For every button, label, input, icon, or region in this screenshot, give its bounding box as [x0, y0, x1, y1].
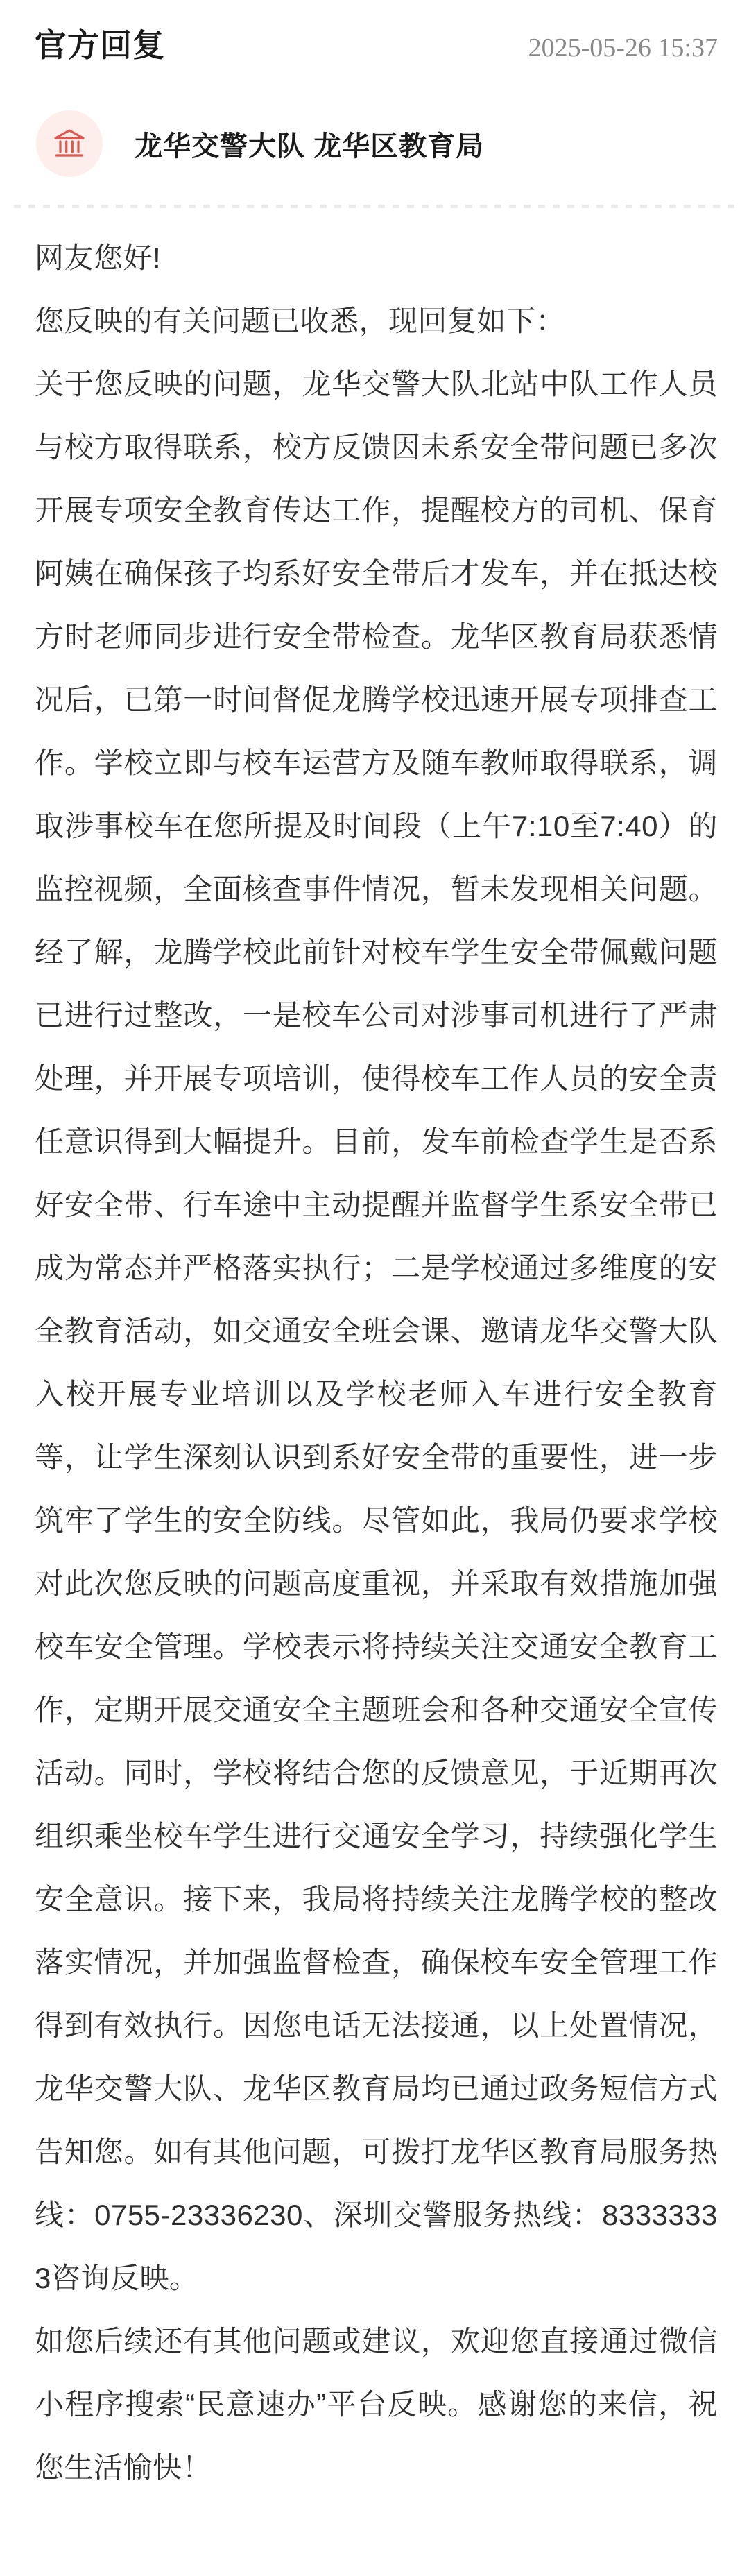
publisher-row	[36, 110, 718, 177]
publisher-name: 龙华交警大队 龙华区教育局	[135, 130, 485, 162]
reply-paragraph-greeting: 网友您好!	[35, 241, 162, 275]
reply-paragraph-intro: 您反映的有关问题已收悉，现回复如下：	[35, 305, 566, 338]
reply-paragraph-main: 关于您反映的问题，龙华交警大队北站中队工作人员与校方取得联系，校方反馈因未系安全带问题已多次开展专项安全教育传达工作，提醒校方的司机、保育阿姨在确保孩子均系好安全带后才发车，并在抵达校方时老师同步进行安全带检查。龙华区教育局获悉情况后，已第一时间督促龙腾学校迅速开展专项排查工作。学校立即与校车运营方及随车教师取得联系，调取涉事校车在您所提及时间段（上午7:10至7:40）的监控视频，全面核查事件情况，暂未发现相关问题。经了解，龙腾学校此前针对校车学生安全带佩戴问题已进行过整改，一是校车公司对涉事司机进行了严肃处理，并开展专项培训，使得校车工作人员的安全责任意识得到大幅提升。目前，发车前检查学生是否系好安全带、行车途中主动提醒并监督学生系安全带已成为常态并严格落实执行；二是学校通过多维度的安全教育活动，如交通安全班会课、邀请龙华交警大队入校开展专业培训以及学校老师入车进行安全教育等，让学生深刻认识到系好安全带的重要性，进一步筑牢了学生的安全防线。尽管如此，我局仍要求学校对此次您反映的问题高度重视，并采取有效措施加强校车安全管理。学校表示将持续关注交通安全教育工作，定期开展交通安全主题班会和各种交通安全宣传活动。同时，学校将结合您的反馈意见，于近期再次组织乘坐校车学生进行交通安全学习，持续强化学生安全意识。接下来，我局将持续关注龙腾学校的整改落实情况，并加强监督检查，确保校车安全管理工作得到有效执行。因您电话无法接通，以上处置情况，龙华交警大队、龙华区教育局均已通过政务短信方式告知您。如有其他问题，可拨打龙华区教育局服务热线：0755-23336230、深圳交警服务热线：83333333咨询反映。	[35, 368, 718, 2295]
reply-body	[0, 208, 749, 2527]
reply-timestamp: 2025-05-26 15:37	[528, 33, 718, 62]
reply-paragraph-closing: 如您后续还有其他问题或建议，欢迎您直接通过微信小程序搜索“民意速办”平台反映。感谢您的来信，祝您生活愉快！	[35, 2325, 718, 2484]
publisher-avatar	[36, 110, 103, 177]
header	[0, 0, 749, 65]
page-title: 官方回复	[35, 27, 165, 63]
bank-institution-icon	[53, 127, 86, 160]
